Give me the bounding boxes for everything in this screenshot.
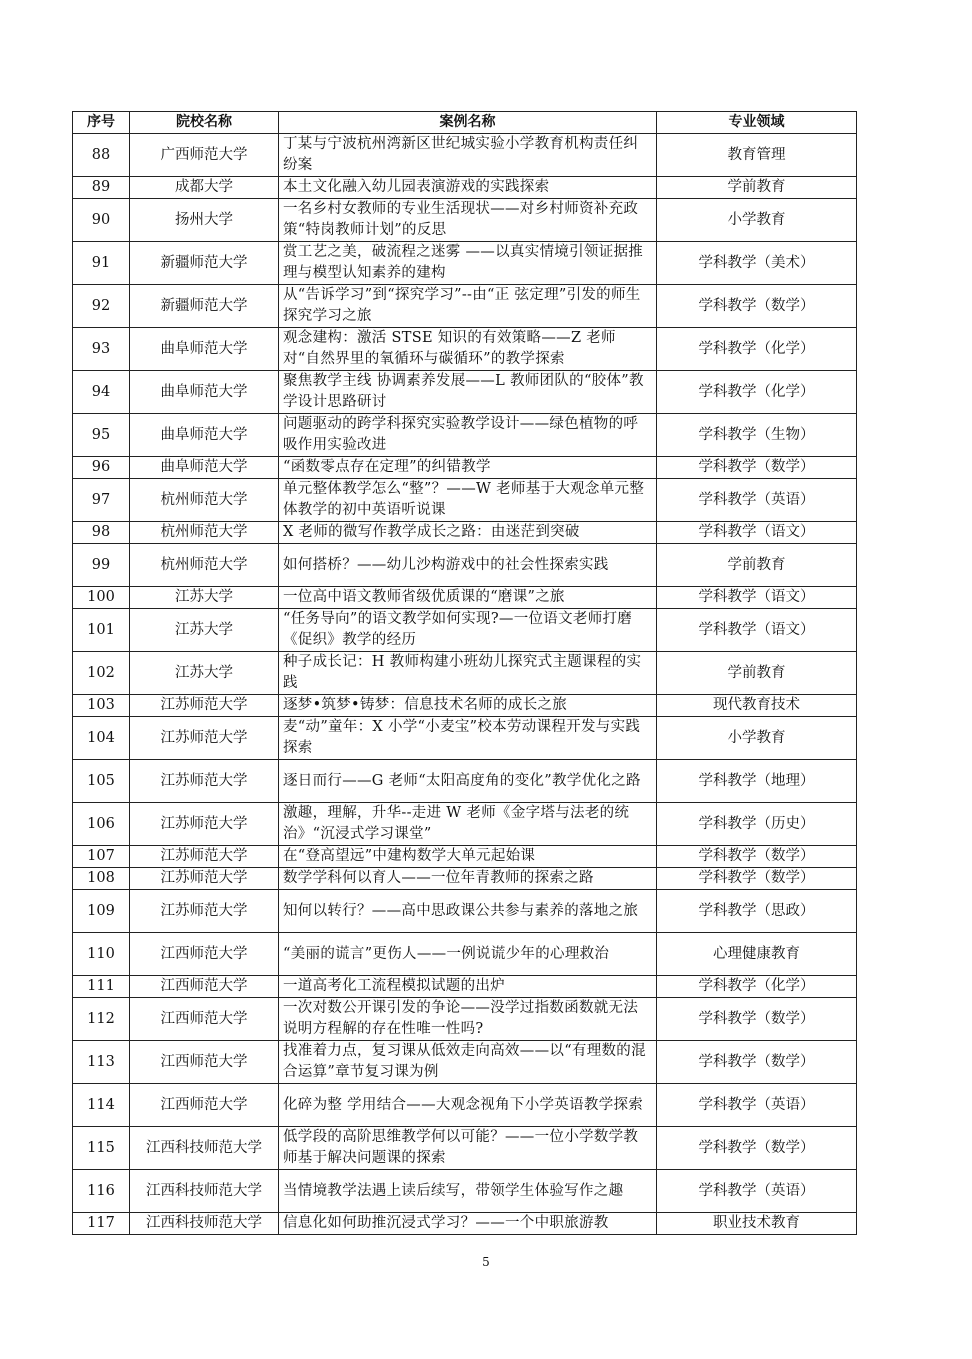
cell-case-title: 逐日而行——G 老师“太阳高度角的变化”教学优化之路	[279, 760, 657, 803]
cell-no: 105	[73, 760, 130, 803]
table-row	[73, 199, 857, 242]
cell-no: 93	[73, 328, 130, 371]
cell-no: 101	[73, 609, 130, 652]
cell-case-title: 在“登高望远”中建构数学大单元起始课	[279, 846, 657, 868]
cell-school: 江苏师范大学	[130, 868, 279, 890]
table-row	[73, 1084, 857, 1127]
cell-case-title: 化碎为整 学用结合——大观念视角下小学英语教学探索	[279, 1084, 657, 1127]
cell-no: 108	[73, 868, 130, 890]
cell-field: 学前教育	[657, 177, 857, 199]
cell-no: 112	[73, 998, 130, 1041]
cell-field: 学科教学（数学）	[657, 868, 857, 890]
table-body	[73, 134, 857, 1235]
cell-field: 学前教育	[657, 544, 857, 587]
cell-field: 现代教育技术	[657, 695, 857, 717]
cell-no: 89	[73, 177, 130, 199]
table-row	[73, 1170, 857, 1213]
cell-case-title: “任务导向”的语文教学如何实现?—一位语文老师打磨《促织》教学的经历	[279, 609, 657, 652]
cell-field: 学科教学（数学）	[657, 998, 857, 1041]
cell-case-title: 知何以转行？——高中思政课公共参与素养的落地之旅	[279, 890, 657, 933]
cell-field: 学科教学（化学）	[657, 371, 857, 414]
table-row	[73, 242, 857, 285]
cell-case-title: 种子成长记：H 教师构建小班幼儿探究式主题课程的实践	[279, 652, 657, 695]
cell-no: 99	[73, 544, 130, 587]
table-row	[73, 890, 857, 933]
cell-field: 学科教学（生物）	[657, 414, 857, 457]
cell-school: 曲阜师范大学	[130, 371, 279, 414]
cell-case-title: 激趣，理解，升华--走进 W 老师《金字塔与法老的统治》“沉浸式学习课堂”	[279, 803, 657, 846]
cell-field: 学科教学（数学）	[657, 457, 857, 479]
cell-field: 学科教学（数学）	[657, 285, 857, 328]
cell-no: 103	[73, 695, 130, 717]
table-row	[73, 1213, 857, 1235]
table-row	[73, 846, 857, 868]
table-row	[73, 868, 857, 890]
cell-school: 成都大学	[130, 177, 279, 199]
cell-case-title: 丁某与宁波杭州湾新区世纪城实验小学教育机构责任纠纷案	[279, 134, 657, 177]
cell-no: 110	[73, 933, 130, 976]
cell-no: 117	[73, 1213, 130, 1235]
cell-field: 心理健康教育	[657, 933, 857, 976]
cell-school: 扬州大学	[130, 199, 279, 242]
cell-no: 115	[73, 1127, 130, 1170]
cell-no: 104	[73, 717, 130, 760]
cell-field: 学科教学（数学）	[657, 1127, 857, 1170]
cell-school: 新疆师范大学	[130, 285, 279, 328]
header-school: 院校名称	[130, 112, 279, 134]
table-row	[73, 285, 857, 328]
cell-case-title: 单元整体教学怎么“整”？——W 老师基于大观念单元整体教学的初中英语听说课	[279, 479, 657, 522]
cell-field: 学科教学（语文）	[657, 609, 857, 652]
cell-school: 江苏师范大学	[130, 803, 279, 846]
cell-case-title: 如何搭桥？——幼儿沙构游戏中的社会性探索实践	[279, 544, 657, 587]
cell-field: 学科教学（语文）	[657, 587, 857, 609]
table-row	[73, 1041, 857, 1084]
cell-case-title: 一次对数公开课引发的争论——没学过指数函数就无法说明方程解的存在性唯一性吗?	[279, 998, 657, 1041]
cell-no: 96	[73, 457, 130, 479]
table-row	[73, 522, 857, 544]
cell-school: 江西师范大学	[130, 1084, 279, 1127]
cell-field: 学科教学（思政）	[657, 890, 857, 933]
cell-no: 102	[73, 652, 130, 695]
cell-field: 学科教学（数学）	[657, 1041, 857, 1084]
cell-school: 广西师范大学	[130, 134, 279, 177]
header-case-title: 案例名称	[279, 112, 657, 134]
table-row	[73, 479, 857, 522]
cell-field: 学科教学（历史）	[657, 803, 857, 846]
table-row	[73, 371, 857, 414]
cell-no: 107	[73, 846, 130, 868]
table-row	[73, 717, 857, 760]
cell-field: 学科教学（数学）	[657, 846, 857, 868]
table-row	[73, 544, 857, 587]
page-number: 5	[482, 1255, 490, 1269]
cell-case-title: 从“告诉学习”到“探究学习”--由“正 弦定理”引发的师生探究学习之旅	[279, 285, 657, 328]
table-row	[73, 134, 857, 177]
cell-field: 学科教学（语文）	[657, 522, 857, 544]
cell-school: 曲阜师范大学	[130, 414, 279, 457]
cell-no: 111	[73, 976, 130, 998]
cell-no: 95	[73, 414, 130, 457]
cell-case-title: 聚焦教学主线 协调素养发展——L 教师团队的“胶体”教学设计思路研讨	[279, 371, 657, 414]
table-row	[73, 414, 857, 457]
table-row	[73, 328, 857, 371]
table-row	[73, 1127, 857, 1170]
cell-no: 91	[73, 242, 130, 285]
cell-case-title: 低学段的高阶思维教学何以可能？——一位小学数学教师基于解决问题课的探索	[279, 1127, 657, 1170]
header-field: 专业领域	[657, 112, 857, 134]
cell-school: 江西师范大学	[130, 933, 279, 976]
cell-case-title: 麦“动”童年：X 小学“小麦宝”校本劳动课程开发与实践探索	[279, 717, 657, 760]
cell-school: 曲阜师范大学	[130, 328, 279, 371]
cell-case-title: 逐梦•筑梦•铸梦：信息技术名师的成长之旅	[279, 695, 657, 717]
cell-school: 杭州师范大学	[130, 522, 279, 544]
cell-case-title: 数学学科何以育人——一位年青教师的探索之路	[279, 868, 657, 890]
cell-school: 杭州师范大学	[130, 479, 279, 522]
table-row	[73, 177, 857, 199]
cell-no: 114	[73, 1084, 130, 1127]
cell-school: 曲阜师范大学	[130, 457, 279, 479]
cell-case-title: 赏工艺之美，破流程之迷雾 ——以真实情境引领证据推理与模型认知素养的建构	[279, 242, 657, 285]
cell-field: 学科教学（地理）	[657, 760, 857, 803]
table-row	[73, 587, 857, 609]
cell-no: 94	[73, 371, 130, 414]
cell-case-title: “函数零点存在定理”的纠错教学	[279, 457, 657, 479]
cell-school: 江西师范大学	[130, 1041, 279, 1084]
cell-case-title: 本土文化融入幼儿园表演游戏的实践探索	[279, 177, 657, 199]
cell-school: 新疆师范大学	[130, 242, 279, 285]
cell-field: 学科教学（英语）	[657, 1084, 857, 1127]
cell-school: 江苏师范大学	[130, 890, 279, 933]
cell-field: 学科教学（化学）	[657, 328, 857, 371]
table-row	[73, 695, 857, 717]
cell-case-title: 一名乡村女教师的专业生活现状——对乡村师资补充政策“特岗教师计划”的反思	[279, 199, 657, 242]
header-no: 序号	[73, 112, 130, 134]
cell-no: 88	[73, 134, 130, 177]
table-row	[73, 933, 857, 976]
cell-case-title: 找准着力点，复习课从低效走向高效——以“有理数的混合运算”章节复习课为例	[279, 1041, 657, 1084]
cell-field: 学科教学（英语）	[657, 1170, 857, 1213]
header-row	[73, 112, 857, 134]
cell-school: 江西师范大学	[130, 998, 279, 1041]
cell-field: 学科教学（化学）	[657, 976, 857, 998]
cell-case-title: 问题驱动的跨学科探究实验教学设计——绿色植物的呼吸作用实验改进	[279, 414, 657, 457]
table-row	[73, 457, 857, 479]
cell-case-title: 一道高考化工流程模拟试题的出炉	[279, 976, 657, 998]
cell-school: 江苏师范大学	[130, 717, 279, 760]
cell-no: 116	[73, 1170, 130, 1213]
cell-no: 98	[73, 522, 130, 544]
cell-case-title: 一位高中语文教师省级优质课的“磨课”之旅	[279, 587, 657, 609]
cell-school: 江苏师范大学	[130, 760, 279, 803]
cell-no: 97	[73, 479, 130, 522]
table-row	[73, 803, 857, 846]
cell-school: 江苏师范大学	[130, 846, 279, 868]
cell-field: 教育管理	[657, 134, 857, 177]
cell-no: 106	[73, 803, 130, 846]
cell-field: 学科教学（美术）	[657, 242, 857, 285]
table-row	[73, 609, 857, 652]
cell-case-title: 信息化如何助推沉浸式学习？——一个中职旅游教	[279, 1213, 657, 1235]
cell-no: 109	[73, 890, 130, 933]
table-row	[73, 652, 857, 695]
cell-field: 小学教育	[657, 199, 857, 242]
table-row	[73, 998, 857, 1041]
cell-no: 113	[73, 1041, 130, 1084]
cell-case-title: 当情境教学法遇上读后续写，带领学生体验写作之趣	[279, 1170, 657, 1213]
cell-school: 杭州师范大学	[130, 544, 279, 587]
cell-case-title: “美丽的谎言”更伤人——一例说谎少年的心理救治	[279, 933, 657, 976]
cell-field: 职业技术教育	[657, 1213, 857, 1235]
table-row	[73, 760, 857, 803]
cell-case-title: X 老师的微写作教学成长之路：由迷茫到突破	[279, 522, 657, 544]
cell-field: 小学教育	[657, 717, 857, 760]
cell-no: 100	[73, 587, 130, 609]
cell-school: 江苏大学	[130, 587, 279, 609]
cell-school: 江西科技师范大学	[130, 1127, 279, 1170]
cell-school: 江苏师范大学	[130, 695, 279, 717]
table-row	[73, 976, 857, 998]
cell-field: 学科教学（英语）	[657, 479, 857, 522]
cell-school: 江苏大学	[130, 652, 279, 695]
cell-school: 江苏大学	[130, 609, 279, 652]
cell-field: 学前教育	[657, 652, 857, 695]
cell-no: 90	[73, 199, 130, 242]
cell-case-title: 观念建构：激活 STSE 知识的有效策略——Z 老师对“自然界里的氧循环与碳循环”的教学探索	[279, 328, 657, 371]
cell-school: 江西科技师范大学	[130, 1213, 279, 1235]
cell-no: 92	[73, 285, 130, 328]
case-table	[72, 111, 857, 1235]
cell-school: 江西科技师范大学	[130, 1170, 279, 1213]
cell-school: 江西师范大学	[130, 976, 279, 998]
